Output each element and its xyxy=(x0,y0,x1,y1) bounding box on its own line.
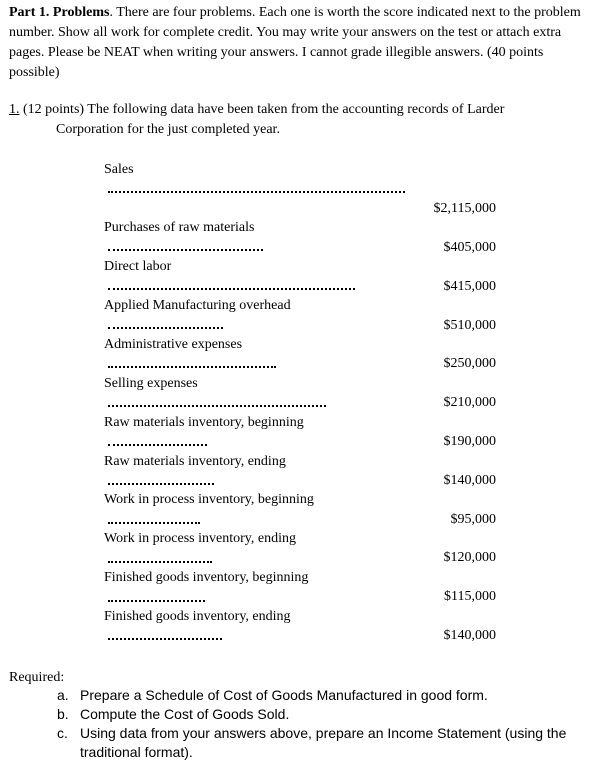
item-amount: $190,000 xyxy=(443,434,496,449)
required-item xyxy=(57,686,587,705)
required-item xyxy=(57,724,587,762)
item-letter: a. xyxy=(57,687,69,703)
item-label: Direct labor xyxy=(104,259,172,274)
item-amount: $115,000 xyxy=(444,589,496,604)
problem-text-line-1: (12 points) The following data have been taken from the accounting records of Larder xyxy=(23,102,505,117)
leader-dots xyxy=(108,638,222,640)
item-letter: b. xyxy=(57,706,69,722)
leader-dots xyxy=(108,600,205,602)
leader-dots xyxy=(108,561,212,563)
item-label: Raw materials inventory, beginning xyxy=(104,415,304,430)
leader-dots xyxy=(108,483,214,485)
item-amount: $405,000 xyxy=(443,240,496,255)
problem-1-statement xyxy=(9,100,589,140)
intro-paragraph xyxy=(9,3,589,83)
leader-dots xyxy=(108,249,263,251)
leader-dots xyxy=(108,191,405,193)
item-label: Work in process inventory, beginning xyxy=(104,492,314,507)
leader-dots xyxy=(108,288,355,290)
item-letter: c. xyxy=(57,725,68,741)
item-amount: $250,000 xyxy=(443,356,496,371)
item-label: Administrative expenses xyxy=(104,337,243,352)
item-text: Prepare a Schedule of Cost of Goods Manufactured in good form. xyxy=(80,687,488,703)
required-list xyxy=(57,686,587,762)
item-label: Applied Manufacturing overhead xyxy=(104,298,291,313)
leader-dots xyxy=(108,522,200,524)
intro-text: . There are four problems. Each one is worth the score indicated next to the problem number. Show all work for complete credit. You may write your answers on the test or attach extra pages. Please be NEAT when writing your answers. I cannot grade illegible answers. (40 points possible) xyxy=(9,5,581,80)
item-amount: $120,000 xyxy=(443,550,496,565)
leader-dots xyxy=(108,444,207,446)
item-amount: $140,000 xyxy=(443,628,496,643)
item-label: Work in process inventory, ending xyxy=(104,531,296,546)
item-label: Finished goods inventory, beginning xyxy=(104,570,309,585)
required-heading: Required: xyxy=(9,670,65,685)
leader-dots xyxy=(108,327,223,329)
leader-dots xyxy=(108,366,276,368)
item-text: Compute the Cost of Goods Sold. xyxy=(80,706,290,722)
item-amount: $2,115,000 xyxy=(433,201,496,216)
item-text: Using data from your answers above, prepare an Income Statement (using the traditional format). xyxy=(80,725,567,760)
item-label: Sales xyxy=(104,162,134,177)
required-item xyxy=(57,705,587,724)
leader-dots xyxy=(108,405,326,407)
item-amount: $140,000 xyxy=(443,473,496,488)
item-label: Purchases of raw materials xyxy=(104,220,255,235)
item-amount: $415,000 xyxy=(443,279,496,294)
item-label: Selling expenses xyxy=(104,376,198,391)
problem-number: 1. xyxy=(9,102,20,117)
item-label: Finished goods inventory, ending xyxy=(104,609,291,624)
problem-text-line-2: Corporation for the just completed year. xyxy=(56,122,280,137)
item-amount: $95,000 xyxy=(450,512,496,527)
item-amount: $210,000 xyxy=(443,395,496,410)
item-amount: $510,000 xyxy=(443,318,496,333)
part-heading: Part 1. Problems xyxy=(9,5,110,20)
item-label: Raw materials inventory, ending xyxy=(104,454,286,469)
